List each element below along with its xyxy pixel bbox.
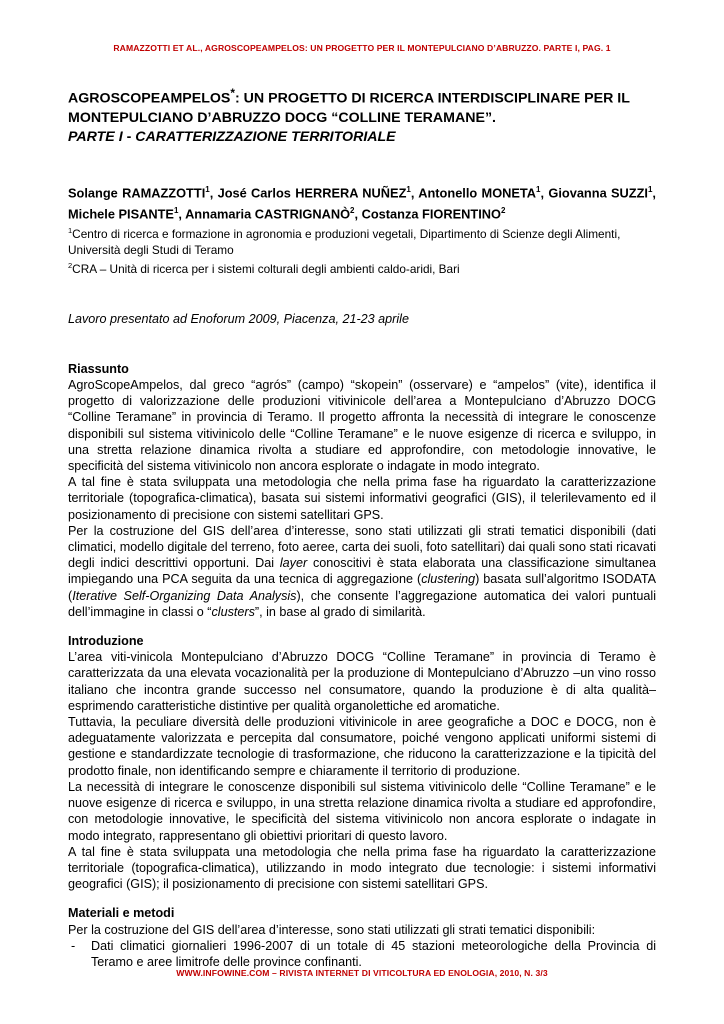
italic-term: clusters xyxy=(211,604,255,619)
author-affiliation-mark: 1 xyxy=(536,184,541,194)
author-affiliation-mark: 2 xyxy=(500,206,506,215)
subtitle-text: CARATTERIZZAZIONE TERRITORIALE xyxy=(135,128,396,145)
affiliation xyxy=(68,258,656,277)
text-run: Per la costruzione del GIS dell’area d’interesse, sono stati utilizzati gli strati tematici disponibili (dati climatici, modello digitale del terreno, foto aeree, carta dei suoli, foto satellitari) dai quali sono stati ricavati degli indici descrittivi opportuni. Dai xyxy=(68,523,657,571)
paragraph: Tuttavia, la peculiare diversità delle produzioni vitivinicole in aree geografiche a DOC e DOCG, non è adeguatamente valorizzata e percepita dal consumatore, poiché vengono applicati uniformi sistemi di gestione e standardizzate tecnologie di trasformazione, che riducono la caratterizzazione e la tipicità del prodotto finale, non identificando sempre e chiaramente il territorio di produzione. xyxy=(68,715,656,778)
author-list xyxy=(68,181,656,224)
author-affiliation-mark: 1 xyxy=(205,184,210,194)
section-heading-riassunto: Riassunto xyxy=(68,361,129,376)
list-dash: - xyxy=(71,938,76,953)
section-heading-introduzione: Introduzione xyxy=(68,634,144,649)
author-name: Antonello MONETA xyxy=(418,185,537,200)
article-subtitle xyxy=(68,128,656,147)
author-name: Costanza FIORENTINO xyxy=(361,206,501,222)
running-footer: WWW.INFOWINE.COM – RIVISTA INTERNET DI VITICOLTURA ED ENOLOGIA, 2010, N. 3/3 xyxy=(176,968,548,978)
text-run: conoscitivi è stata elaborata una classificazione simultanea impiegando una PCA seguita da una tecnica di aggregazione ( xyxy=(68,556,656,587)
section-heading-materiali: Materiali e metodi xyxy=(68,906,175,921)
author-affiliation-mark: 2 xyxy=(350,206,355,215)
article-title xyxy=(68,84,656,128)
affiliation-text: Centro di ricerca e formazione in agronomia e produzioni vegetali, Dipartimento di Scienze degli Alimenti, Università degli Studi di Teramo xyxy=(68,227,621,257)
paragraph: La necessità di integrare le conoscenze disponibili sul sistema vitivinicolo delle “Colline Teramane” e le nuove esigenze di ricerca e sviluppo, in una stretta relazione dinamica rivolta a studiare ed approfondire, con metodologie innovative, le specificità del sistema vitivinicolo non ancora esplorate o indagate in modo integrato, rappresentano gli obiettivi prioritari di questo lavoro. xyxy=(68,779,656,843)
text-run: ”, in base al grado di similarità. xyxy=(254,604,426,619)
author-name: Michele PISANTE xyxy=(68,206,174,222)
author-name: José Carlos HERRERA NUÑEZ xyxy=(217,185,407,200)
author-name: Solange RAMAZZOTTI xyxy=(68,185,206,200)
paragraph: Per la costruzione del GIS dell’area d’interesse, sono stati utilizzati gli strati tematici disponibili: xyxy=(68,922,596,937)
italic-term: clustering xyxy=(421,572,476,587)
list-item xyxy=(68,938,656,970)
paragraph: L’area viti-vinicola Montepulciano d’Abruzzo DOCG “Colline Teramane” in provincia di Teramo è caratterizzata da una elevata vocazionalità per la produzione di Montepulciano d’Abruzzo –un vino rosso italiano che incontra grande successo nel consumatore, quando la produzione è di alta qualità– esprimendo caratteristiche distintive per qualità organolettiche ed aromatiche. xyxy=(68,650,656,713)
title-text: AGROSCOPEAMPELOS xyxy=(68,90,231,107)
list-item-text: Dati climatici giornalieri 1996-2007 di un totale di 45 stazioni meteorologiche della Provincia di Teramo e aree limitrofe delle province confinanti. xyxy=(91,938,656,969)
author-affiliation-mark: 1 xyxy=(406,184,411,194)
author-separator: , xyxy=(652,185,656,200)
affiliation-number: 1 xyxy=(68,226,73,236)
paragraph xyxy=(68,523,656,620)
author-affiliation-mark: 1 xyxy=(173,206,179,215)
author-separator: , xyxy=(410,185,419,200)
text-run: ), che consente l’aggregazione automatica dei valori puntuali dell’immagine in classi o “ xyxy=(68,588,656,619)
paragraph: A tal fine è stata sviluppata una metodologia che nella prima fase ha riguardato la caratterizzazione territoriale (topografica-climatica), basata sui sistemi informativi geografici (GIS), il telerilevamento ed il posizionamento di precisione con sistemi satellitari GPS. xyxy=(68,475,656,522)
title-footnote-mark: * xyxy=(230,86,235,100)
paragraph: A tal fine è stata sviluppata una metodologia che nella prima fase ha riguardato la caratterizzazione territoriale (topografica-climatica), utilizzando in modo integrato due tecnologie: i sistemi informativi geografici (GIS); il posizionamento di precisione con sistemi satellitari GPS. xyxy=(68,844,656,892)
title-text-cont: : UN PROGETTO DI RICERCA INTERDISCIPLINARE PER IL MONTEPULCIANO D’ABRUZZO DOCG “COLLINE TERAMANE”. xyxy=(68,90,630,126)
author-affiliation-mark: 1 xyxy=(647,184,653,194)
event-note: Lavoro presentato ad Enoforum 2009, Piacenza, 21-23 aprile xyxy=(68,311,409,326)
affiliations xyxy=(68,223,656,277)
author-separator: , xyxy=(354,206,362,222)
italic-term: layer xyxy=(279,556,308,571)
subtitle-sep: - xyxy=(122,128,136,145)
author-separator: , xyxy=(540,185,549,200)
text-run: ) basata sull’algoritmo ISODATA ( xyxy=(68,572,657,603)
author-name: Giovanna SUZZI xyxy=(548,185,648,200)
affiliation xyxy=(68,223,656,258)
author-separator: , xyxy=(209,185,218,200)
author-name: Annamaria CASTRIGNANÒ xyxy=(185,206,351,222)
running-header: RAMAZZOTTI ET AL., AGROSCOPEAMPELOS: UN PROGETTO PER IL MONTEPULCIANO D’ABRUZZO. PARTE I, PAG. 1 xyxy=(113,43,611,53)
materials-list xyxy=(68,938,656,970)
italic-term: Iterative Self-Organizing Data Analysis xyxy=(72,588,297,603)
affiliation-number: 2 xyxy=(68,261,73,271)
subtitle-part: PARTE I xyxy=(68,128,123,145)
article-body xyxy=(68,84,656,970)
affiliation-text: CRA – Unità di ricerca per i sistemi colturali degli ambienti caldo-aridi, Bari xyxy=(72,262,460,277)
author-separator: , xyxy=(178,206,186,222)
paragraph: AgroScopeAmpelos, dal greco “agrós” (campo) “skopein” (osservare) e “ampelos” (vite), identifica il progetto di valorizzazione delle produzioni vitivinicole dell’area a Montepulciano d’Abruzzo DOCG “Colline Teramane” in provincia di Teramo. Il progetto affronta la necessità di integrare le conoscenze disponibili sul sistema vitivinicolo delle “Colline Teramane” e le nuove esigenze di ricerca e sviluppo, in una stretta relazione dinamica rivolta a studiare ed approfondire, con metodologie innovative, le specificità del sistema vitivinicolo non ancora esplorate o indagate in modo integrato. xyxy=(68,378,656,474)
